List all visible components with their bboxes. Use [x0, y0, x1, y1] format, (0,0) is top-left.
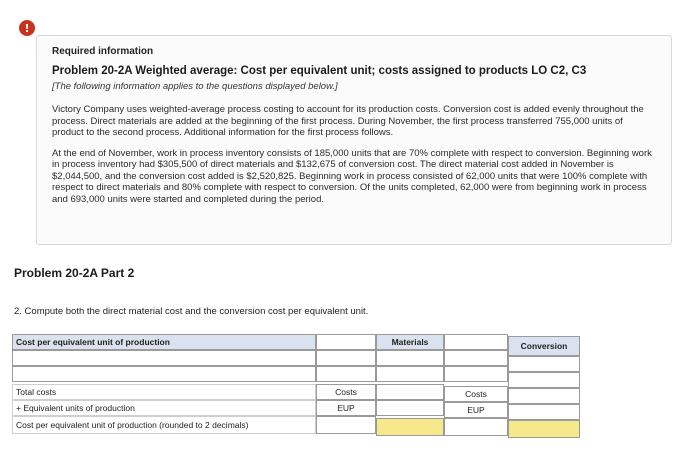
total-costs-label: Total costs: [12, 384, 316, 400]
blank-row-2-materials[interactable]: [376, 366, 444, 382]
cost-per-equivalent-unit-table: [12, 334, 582, 438]
blank-row-1-cell[interactable]: [316, 350, 376, 366]
blank-row-1-conversion[interactable]: [508, 356, 580, 372]
cost-per-eup-label: Cost per equivalent unit of production (rounded to 2 decimals): [12, 416, 316, 434]
materials-eup-input[interactable]: [376, 400, 444, 416]
part-heading: Problem 20-2A Part 2: [14, 266, 135, 280]
equivalent-units-label: + Equivalent units of production: [12, 400, 316, 416]
conversion-cost-per-eup-answer[interactable]: [508, 420, 580, 438]
header-blank-cell: [444, 334, 508, 350]
problem-paragraph-2: At the end of November, work in process inventory consists of 185,000 units that are 70% complete with respect to conversion. Beginning work in process inventory had $305,500 of direct materials and $132,675 of conversion cost. The direct material cost added in November is $2,044,500, and the conversion cost added is $2,520,825. Beginning work in process consisted of 62,000 units that were 100% complete with respect to direct materials and 80% complete with respect to conversion. Of the units completed, 62,000 were from beginning work in process and 693,000 units were started and completed during the period.: [52, 147, 652, 205]
blank-row-1-cell[interactable]: [444, 350, 508, 366]
table-header-label: Cost per equivalent unit of production: [12, 334, 316, 350]
blank-row-1-label[interactable]: [12, 350, 316, 366]
conversion-costs-label: Costs: [444, 386, 508, 402]
problem-paragraph-1: Victory Company uses weighted-average process costing to account for its production costs. Conversion cost is added evenly throughout the process. Direct materials are added at the beginning of the first process. During November, the first process transferred 755,000 units of product to the second process. Additional information for the first process follows.: [52, 104, 644, 138]
conversion-eup-label: EUP: [444, 402, 508, 418]
question-text: 2. Compute both the direct material cost and the conversion cost per equivalent unit.: [14, 306, 369, 317]
applies-note: [The following information applies to the questions displayed below.]: [52, 81, 338, 92]
blank-row-2-cell[interactable]: [316, 366, 376, 382]
problem-title: Problem 20-2A Weighted average: Cost per equivalent unit; costs assigned to products LO C2, C3: [52, 65, 587, 77]
cost-per-eup-blank-cell: [316, 416, 376, 434]
conversion-header: Conversion: [508, 336, 580, 356]
blank-row-2-conversion[interactable]: [508, 372, 580, 388]
conversion-total-costs-input[interactable]: [508, 388, 580, 404]
materials-total-costs-input[interactable]: [376, 384, 444, 400]
required-information-heading: Required information: [52, 46, 154, 57]
blank-row-1-materials[interactable]: [376, 350, 444, 366]
required-information-panel: [36, 35, 672, 245]
materials-eup-label: EUP: [316, 400, 376, 416]
conversion-eup-input[interactable]: [508, 404, 580, 420]
cost-per-eup-blank-cell: [444, 418, 508, 436]
blank-row-2-label[interactable]: [12, 366, 316, 382]
materials-costs-label: Costs: [316, 384, 376, 400]
blank-row-2-cell[interactable]: [444, 366, 508, 382]
materials-header: Materials: [376, 334, 444, 350]
alert-icon: !: [19, 20, 35, 36]
materials-cost-per-eup-answer[interactable]: [376, 418, 444, 436]
header-blank-cell: [316, 334, 376, 350]
